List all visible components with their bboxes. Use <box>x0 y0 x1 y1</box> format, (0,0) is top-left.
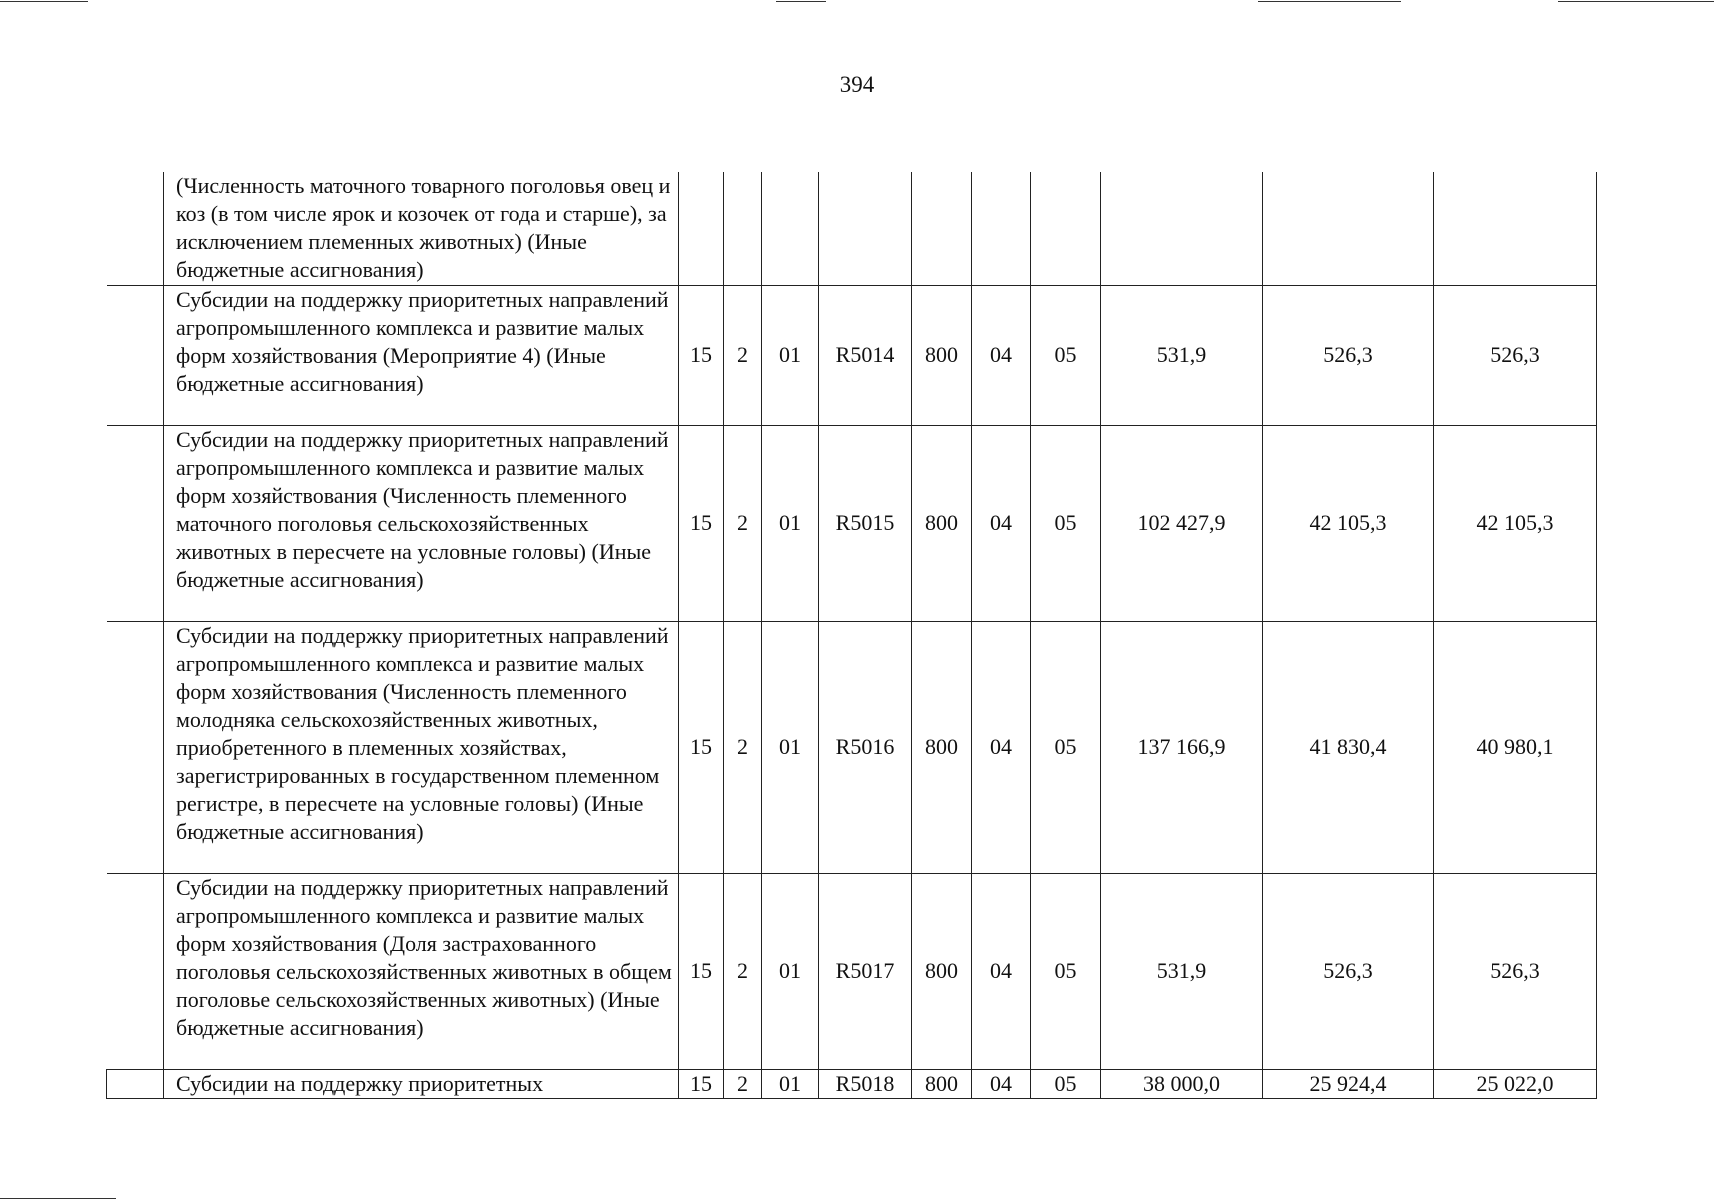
amount-cell: 25 022,0 <box>1434 1069 1597 1098</box>
amount-cell: 42 105,3 <box>1263 425 1434 621</box>
code-cell: 2 <box>724 285 762 425</box>
code-cell <box>972 172 1031 285</box>
code-cell: 05 <box>1031 425 1101 621</box>
code-cell: 15 <box>679 621 724 873</box>
code-cell <box>762 172 819 285</box>
scan-mark <box>1258 1 1401 2</box>
code-cell: 01 <box>762 621 819 873</box>
row-number-cell <box>107 172 164 285</box>
table-row <box>107 621 1597 873</box>
amount-cell: 40 980,1 <box>1434 621 1597 873</box>
code-cell <box>912 172 972 285</box>
code-cell: 01 <box>762 425 819 621</box>
table-row <box>107 425 1597 621</box>
scan-mark <box>0 1198 116 1199</box>
code-cell: R5017 <box>819 873 912 1069</box>
code-cell <box>679 172 724 285</box>
scan-mark <box>776 1 826 2</box>
code-cell: 01 <box>762 285 819 425</box>
code-cell: 01 <box>762 873 819 1069</box>
code-cell: R5014 <box>819 285 912 425</box>
amount-cell: 137 166,9 <box>1101 621 1263 873</box>
code-cell: 800 <box>912 873 972 1069</box>
table-row <box>107 1069 1597 1098</box>
code-cell: 15 <box>679 1069 724 1098</box>
code-cell: 05 <box>1031 873 1101 1069</box>
amount-cell: 38 000,0 <box>1101 1069 1263 1098</box>
scan-mark <box>1558 1 1714 2</box>
code-cell: 15 <box>679 425 724 621</box>
code-cell <box>724 172 762 285</box>
description-cell: Субсидии на поддержку приоритетных <box>164 1069 679 1098</box>
code-cell <box>1031 172 1101 285</box>
code-cell: 05 <box>1031 621 1101 873</box>
description-cell: Субсидии на поддержку приоритетных направлений агропромышленного комплекса и развитие малых форм хозяйствования (Мероприятие 4) (Иные бюджетные ассигнования) <box>164 285 679 425</box>
amount-cell: 531,9 <box>1101 285 1263 425</box>
description-cell: Субсидии на поддержку приоритетных направлений агропромышленного комплекса и развитие малых форм хозяйствования (Численность племенного молодняка сельскохозяйственных животных, приобретенного в племенных хозяйствах, зарегистрированных в государственном племенном регистре, в пересчете на условные головы) (Иные бюджетные ассигнования) <box>164 621 679 873</box>
row-number-cell <box>107 285 164 425</box>
code-cell: 2 <box>724 425 762 621</box>
row-number-cell <box>107 1069 164 1098</box>
row-number-cell <box>107 873 164 1069</box>
budget-table <box>106 172 1597 1099</box>
amount-cell: 526,3 <box>1434 873 1597 1069</box>
code-cell: 2 <box>724 873 762 1069</box>
amount-cell: 526,3 <box>1434 285 1597 425</box>
code-cell: R5018 <box>819 1069 912 1098</box>
code-cell <box>819 172 912 285</box>
amount-cell: 526,3 <box>1263 873 1434 1069</box>
amount-cell <box>1434 172 1597 285</box>
code-cell: 15 <box>679 285 724 425</box>
description-cell: Субсидии на поддержку приоритетных направлений агропромышленного комплекса и развитие малых форм хозяйствования (Доля застрахованного поголовья сельскохозяйственных животных в общем поголовье сельскохозяйственных животных) (Иные бюджетные ассигнования) <box>164 873 679 1069</box>
description-cell: (Численность маточного товарного поголовья овец и коз (в том числе ярок и козочек от года и старше), за исключением племенных животных) (Иные бюджетные ассигнования) <box>164 172 679 285</box>
code-cell: 05 <box>1031 285 1101 425</box>
code-cell: 01 <box>762 1069 819 1098</box>
code-cell: 2 <box>724 1069 762 1098</box>
code-cell: 800 <box>912 621 972 873</box>
code-cell: 04 <box>972 621 1031 873</box>
code-cell: R5015 <box>819 425 912 621</box>
page-number: 394 <box>839 72 875 97</box>
table-row <box>107 285 1597 425</box>
table-row <box>107 172 1597 285</box>
amount-cell <box>1263 172 1434 285</box>
amount-cell: 25 924,4 <box>1263 1069 1434 1098</box>
code-cell: 800 <box>912 285 972 425</box>
scan-mark <box>0 1 88 2</box>
code-cell: 05 <box>1031 1069 1101 1098</box>
code-cell: 04 <box>972 285 1031 425</box>
code-cell: 04 <box>972 873 1031 1069</box>
code-cell: 04 <box>972 1069 1031 1098</box>
amount-cell: 102 427,9 <box>1101 425 1263 621</box>
code-cell: 04 <box>972 425 1031 621</box>
amount-cell <box>1101 172 1263 285</box>
row-number-cell <box>107 621 164 873</box>
code-cell: 15 <box>679 873 724 1069</box>
amount-cell: 42 105,3 <box>1434 425 1597 621</box>
row-number-cell <box>107 425 164 621</box>
description-cell: Субсидии на поддержку приоритетных направлений агропромышленного комплекса и развитие малых форм хозяйствования (Численность племенного маточного поголовья сельскохозяйственных животных в пересчете на условные головы) (Иные бюджетные ассигнования) <box>164 425 679 621</box>
amount-cell: 41 830,4 <box>1263 621 1434 873</box>
code-cell: R5016 <box>819 621 912 873</box>
code-cell: 800 <box>912 1069 972 1098</box>
amount-cell: 531,9 <box>1101 873 1263 1069</box>
code-cell: 800 <box>912 425 972 621</box>
table-row <box>107 873 1597 1069</box>
amount-cell: 526,3 <box>1263 285 1434 425</box>
code-cell: 2 <box>724 621 762 873</box>
